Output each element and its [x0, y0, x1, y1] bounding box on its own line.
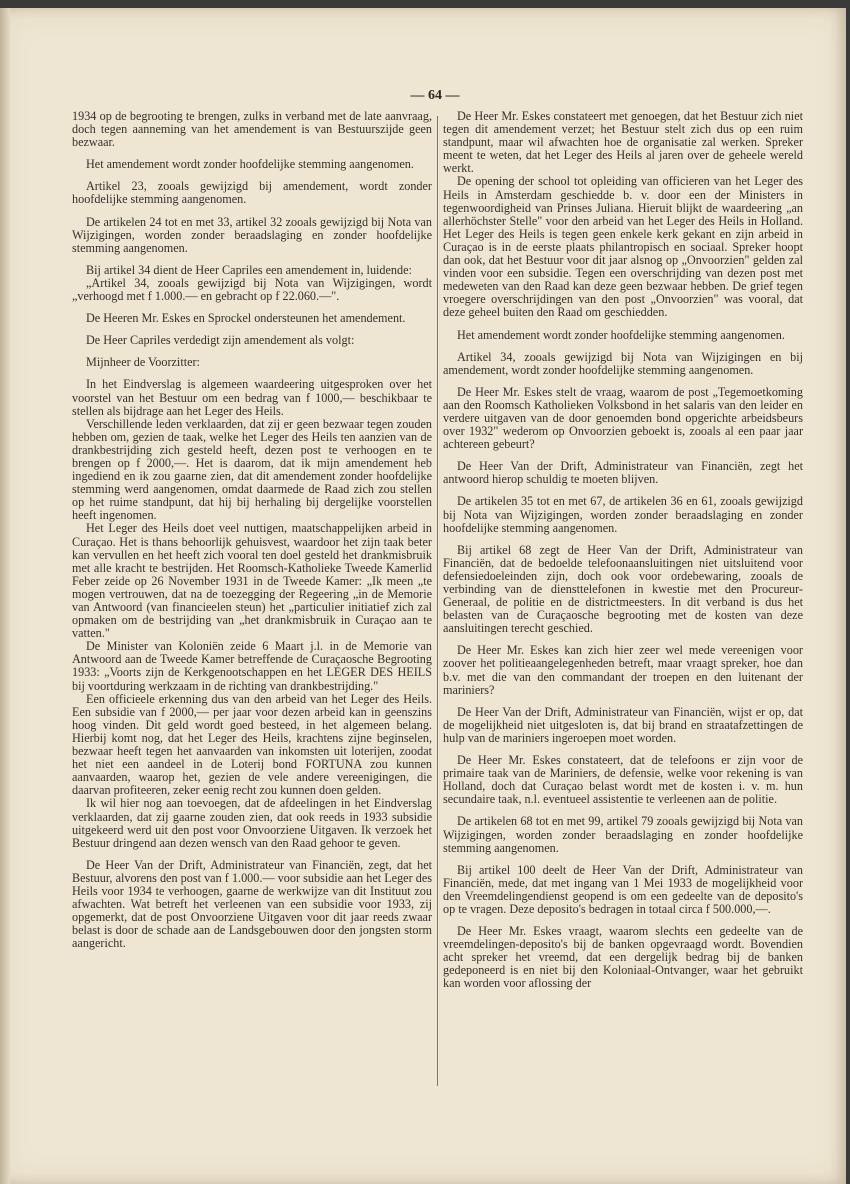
paragraph: Ik wil hier nog aan toevoegen, dat de afdeelingen in het Eindverslag verklaarden, dat zij gaarne zouden zien, dat ook reeds in 1933 subsidie uitgekeerd werd uit den post voor Onvoorziene Uitgaven. Ik verzoek het Bestuur dringend aan dezen wensch van den Raad gehoor te geven. — [72, 796, 432, 850]
paragraph: De Heer Mr. Eskes stelt de vraag, waarom de post „Tegemoetkoming aan den Roomsch Katholieken Volksbond in het salaris van den leider en verdere uitgaven van de door genoemden bond opgerichte arbeidsbeurs over 1932" wederom op Onvoorzien geboekt is, zooals al een paar jaar achtereen gebeurt? — [443, 384, 803, 452]
paragraph: Bij artikel 100 deelt de Heer Van der Drift, Administrateur van Financiën, mede, dat met ingang van 1 Mei 1933 de mogelijkheid voor den Vreemdelingendienst geopend is om een gedeelte van de deposito's op te vragen. Deze deposito's bedragen in totaal circa f 500.000,—. — [443, 862, 803, 916]
paragraph: De artikelen 35 tot en met 67, de artikelen 36 en 61, zooals gewijzigd bij Nota van Wijzigingen, worden zonder beraadslaging en zonder hoofdelijke stemming aangenomen. — [443, 494, 803, 535]
paragraph: De Minister van Koloniën zeide 6 Maart j.l. in de Memorie van Antwoord aan de Tweede Kamer betreffende de Curaçaosche Begrooting 1933: „Voorts zijn de Kerkgenootschappen en het LEGER DES HEILS bij voortduring werkzaam in de richting van drankbestrijding." — [72, 639, 432, 693]
paragraph: De artikelen 68 tot en met 99, artikel 79 zooals gewijzigd bij Nota van Wijzigingen, worden zonder beraadslaging en zonder hoofdelijke stemming aangenomen. — [443, 814, 803, 855]
paragraph: Mijnheer de Voorzitter: — [86, 355, 200, 370]
paragraph: Het amendement wordt zonder hoofdelijke stemming aangenomen. — [86, 157, 414, 172]
paragraph: 1934 op de begrooting te brengen, zulks in verband met de late aanvraag, doch tegen aanneming van het amendement is van Bestuurszijde geen bezwaar. — [72, 109, 432, 150]
column-divider — [437, 116, 438, 1086]
paragraph: Bij artikel 68 zegt de Heer Van der Drift, Administrateur van Financiën, dat de bedoelde telefoonaansluitingen niet uitsluitend voor defensiedoeleinden zijn, doch ook voor ordebewaring, zooals de verbinding van de diensttelefonen in kwestie met den Procureur-Generaal, de politie en de districtmeesters. In dit verband is dus het belasten van de Curaçaosche begrooting met de kosten van deze aansluitingen terecht geschied. — [443, 542, 803, 636]
right-column — [443, 110, 803, 1000]
paragraph: De Heer Mr. Eskes constateert, dat de telefoons er zijn voor de primaire taak van de Mariniers, de defensie, welke voor rekening is van Holland, doch dat Curaçao belast wordt met de kosten i. v. m. hun secundaire taak, n.l. eventueel assistentie te verleenen aan de politie. — [443, 753, 803, 807]
paragraph: De Heer Mr. Eskes vraagt, waarom slechts een gedeelte van de vreemdelingen-deposito's bij de banken opgevraagd wordt. Bovendien acht spreker het vreemd, dat een dergelijk bedrag bij de banken gedeponeerd is en niet bij den Koloniaal-Ontvanger, waar het gebruikt kan worden voor aflossing der — [443, 924, 803, 991]
paragraph: De Heer Capriles verdedigt zijn amendement als volgt: — [86, 333, 355, 348]
page-edge — [0, 8, 10, 1184]
left-column — [72, 110, 432, 959]
paragraph: Artikel 34, zooals gewijzigd bij Nota van Wijzigingen en bij amendement, wordt zonder hoofdelijke stemming aangenomen. — [443, 349, 803, 377]
paragraph: De artikelen 24 tot en met 33, artikel 32 zooals gewijzigd bij Nota van Wijzigingen, worden zonder beraadslaging en zonder hoofdelijke stemming aangenomen. — [72, 214, 432, 255]
paragraph: Verschillende leden verklaarden, dat zij er geen bezwaar tegen zouden hebben om, gezien de taak, welke het Leger des Heils ten aanzien van de drankbestrijding zich gesteld heeft, dezen post te verhoogen en te brengen op f 2000,—. Het is daarom, dat ik mijn amendement heb ingediend en ik zou gaarne zien, dat dit amendement zonder hoofdelijke stemming werd aangenomen, omdat daarmede de Raad zich zou stellen op het ruime standpunt, dat hij bij herhaling bij dergelijke voorstellen heeft ingenomen. — [72, 416, 432, 523]
paragraph: De Heer Mr. Eskes constateert met genoegen, dat het Bestuur zich niet tegen dit amendement verzet; het Bestuur stelt zich dus op een ruim standpunt, maar wil afwachten hoe de organisatie zal werken. Spreker meent te weten, dat het Leger des Heils al jaren over de geheele wereld werkt. — [443, 109, 803, 176]
paragraph: In het Eindverslag is algemeen waardeering uitgesproken over het voorstel van het Bestuur om een bedrag van f 1000,— beschikbaar te stellen als bijdrage aan het Leger des Heils. — [72, 377, 432, 418]
paragraph: De opening der school tot opleiding van officieren van het Leger des Heils in Amsterdam geschiedde b. v. door een der Ministers in tegenwoordigheid van Prinses Juliana. Hieruit blijkt de waardeering „an allerhöchster Stelle" voor den arbeid van het Leger des Heils in Holland. Het Leger des Heils is tegen geen enkele kerk gekant en zijn arbeid in Curaçao is in de eerste plaats philantropisch en sociaal. Spreker hoopt dan ook, dat het Bestuur voor dit jaar alsnog op „Onvoorzien" gelden zal vinden voor een subsidie. Tegen een overschrijding van dezen post met medeweten van den Raad kan deze geen bezwaar hebben. De grief tegen vroegere overschrijdingen van den post „Onvoorzien" was vooral, dat deze geheel buiten den Raad om geschiedden. — [443, 174, 803, 320]
paragraph: Artikel 23, zooals gewijzigd bij amendement, wordt zonder hoofdelijke stemming aangenomen. — [72, 179, 432, 207]
paragraph: Een officieele erkenning dus van den arbeid van het Leger des Heils. Een subsidie van f 2000,— per jaar voor dezen arbeid kan in geenszins hoog vinden. Dit geld wordt goed besteed, in het algemeen belang. Hierbij komt nog, dat het Leger des Heils, krachtens zijne beginselen, bezwaar heeft tegen het aanvaarden van inkomsten uit loterijen, zoodat het niet een aandeel in de Loterij bond FORTUNA zou kunnen aanvaarden, waarop het, gezien de vele andere vereenigingen, die daarvan profiteeren, zeker eenig recht zou kunnen doen gelden. — [72, 691, 432, 798]
paragraph: De Heer Van der Drift, Administrateur van Financiën, wijst er op, dat de mogelijkheid niet uitgesloten is, dat bij brand en straatafzettingen de hulp van de mariniers ingeroepen moet worden. — [443, 704, 803, 745]
paragraph: De Heer Van der Drift, Administrateur van Financiën, zegt het antwoord hierop schuldig te moeten blijven. — [443, 459, 803, 487]
paragraph: Het amendement wordt zonder hoofdelijke stemming aangenomen. — [457, 327, 785, 342]
paragraph: De Heeren Mr. Eskes en Sprockel ondersteunen het amendement. — [86, 311, 406, 326]
paragraph: Het Leger des Heils doet veel nuttigen, maatschappelijken arbeid in Curaçao. Het is thans behoorlijk gehuisvest, waardoor het zijn taak beter kan vervullen en het heeft zich vooral ten doel gesteld het drankmisbruik met alle kracht te bestrijden. Het Roomsch-Katholieke Tweede Kamerlid Feber zeide op 26 November 1931 in de Tweede Kamer: „Ik meen „te mogen vertrouwen, dat na de toezegging der Regeering „in de Memorie van Antwoord (van financieelen steun) het „particulier initiatief zich zal opmaken om de bestrijding van „het drankmisbruik in Curaçao aan te vatten." — [72, 521, 432, 641]
paragraph: „Artikel 34, zooals gewijzigd bij Nota van Wijzigingen, wordt „verhoogd met f 1.000.— en gebracht op f 22.060.—". — [72, 275, 432, 304]
paragraph: De Heer Van der Drift, Administrateur van Financiën, zegt, dat het Bestuur, alvorens den post van f 1.000.— voor subsidie aan het Leger des Heils voor 1934 te verhoogen, gaarne de werkwijze van dit Instituut zou afwachten. Wat betreft het verleenen van een subsidie voor 1933, zij opgemerkt, dat de post Onvoorziene Uitgaven voor dit jaar reeds zwaar belast is door de schade aan de Landsgebouwen door den jongsten storm aangericht. — [72, 857, 432, 951]
page-number: — 64 — — [410, 88, 460, 103]
paragraph: De Heer Mr. Eskes kan zich hier zeer wel mede vereenigen voor zoover het politieaangelegenheden betreft, maar vraagt spreker, hoe dan b.v. met die van den commandant der troepen en den luitenant der mariniers? — [443, 643, 803, 697]
paragraph: Bij artikel 34 dient de Heer Capriles een amendement in, luidende: — [86, 262, 412, 277]
